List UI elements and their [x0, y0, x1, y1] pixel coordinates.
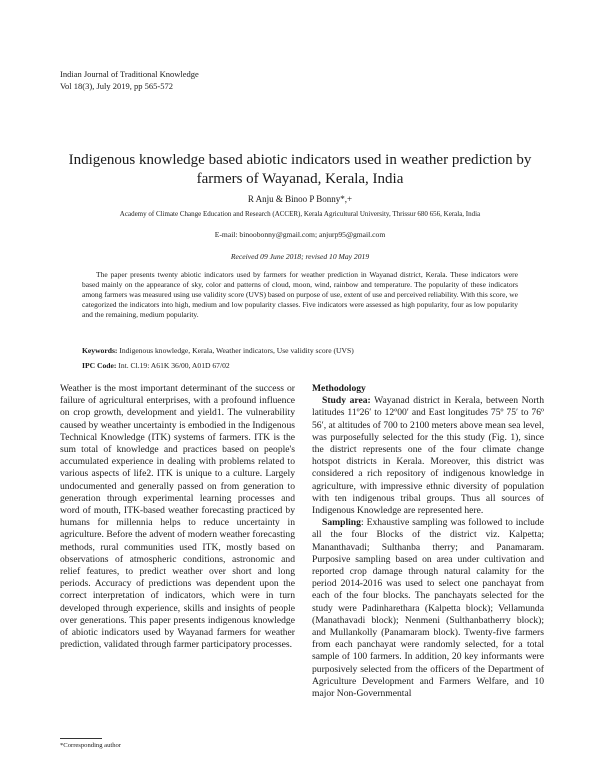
paper-authors: R Anju & Binoo P Bonny*,+: [247, 194, 353, 204]
abstract: The paper presents twenty abiotic indicators used by farmers for weather prediction in Wayanad district, Kerala. These indicators were based mainly on the appearance of sky, color and patterns of cloud, moon, wind, rainbow and temperature. The popularity of these indicators among farmers was measured using use validity score (UVS) based on purpose of use, extent of use and perceived reliability. With this score, we categorized the indicators into high, medium and low popularity classes. Five indicators were assessed as high popularity, four as low popularity and the remaining, medium popularity.: [82, 270, 518, 320]
author-affiliation: Academy of Climate Change Education and Research (ACCER), Kerala Agricultural University, Thrissur 680 656, Kerala, India: [119, 210, 481, 218]
study-area-paragraph: [312, 395, 544, 517]
footnote-rule: [60, 738, 102, 739]
received-dates: Received 09 June 2018; revised 10 May 2019: [230, 252, 370, 261]
ipc-code: [82, 361, 518, 370]
sampling-paragraph: [312, 517, 544, 700]
left-column: [60, 383, 295, 651]
keywords-label: Keywords:: [82, 346, 118, 355]
sampling-text: : Exhaustive sampling was followed to include all the four Blocks of the district viz. Kalpetta; Mananthavadi; Sulthanba therry; and Panamaram. Purposive sampling based on area under cultivation and reported crop damage through natural calamity for the period 2014-2016 was used to select one panchayat from each of the four blocks. The panchayats selected for the study were Padinharethara (Kalpetta block); Vellamunda (Manathavadi block); Nenmeni (Sulthanbatherry block); and Mullankolly (Panamaram block). Twenty-five farmers from each panchayat were randomly selected, for a total sample of 100 farmers. In addition, 20 key informants were purposively selected from the officers of the Department of Agriculture Development and Farmers Welfare, and 10 major Non-Governmental: [312, 517, 544, 700]
ipc-label: IPC Code:: [82, 361, 117, 370]
journal-header: [60, 68, 199, 92]
paper-title: Indigenous knowledge based abiotic indicators used in weather prediction by farmers of Wayanad, Kerala, India: [68, 152, 532, 187]
journal-name: Indian Journal of Traditional Knowledge: [60, 69, 199, 79]
author-emails: E-mail: binoobonny@gmail.com; anjurp95@gmail.com: [214, 230, 386, 239]
right-column: [312, 383, 544, 700]
keywords-text: Indigenous knowledge, Kerala, Weather indicators, Use validity score (UVS): [119, 346, 354, 355]
methodology-heading: Methodology: [312, 383, 366, 394]
ipc-text: Int. Cl.19: A61K 36/00, A01D 67/02: [118, 361, 230, 370]
journal-issue: Vol 18(3), July 2019, pp 565-572: [60, 81, 173, 91]
keywords: [82, 346, 518, 355]
footnote: *Corresponding author: [60, 742, 121, 749]
sampling-label: Sampling: [322, 517, 361, 529]
introduction-paragraph: Weather is the most important determinant of the success or failure of agricultural enterprises, with a profound influence on crop growth, development and yield1. The vulnerability caused by weather uncertainty is embodied in the Indigenous Technical Knowledge (ITK) systems of farmers. ITK is the sum total of knowledge and practices based on people's accumulated experience in dealing with problems related to various aspects of life2. ITK is unique to a culture. Largely undocumented and generally passed on from generation to generation through experimental learning processes and word of mouth, ITK-based weather forecasting practiced by humans for millennia helps to reduce uncertainty in agriculture. Before the advent of modern weather forecasting methods, rural communities used ITK, mostly based on observations of atmospheric conditions, astronomic and relief features, to predict weather over short and long periods. Accuracy of predictions was dependent upon the correct interpretation of indicators, which were in turn developed through experience, skills and insights of people over generations. This paper presents indigenous knowledge of abiotic indicators used by Wayanad farmers for weather prediction, validated through farmer participatory processes.: [60, 383, 295, 651]
study-area-label: Study area:: [322, 395, 371, 407]
study-area-text: Wayanad district in Kerala, between North latitudes 11º26′ to 12º00′ and East longitudes 75º 75′ to 76º 56′, at altitudes of 700 to 2100 meters above mean sea level, was purposefully selected for the this study (Fig. 1), since the district represents one of the four climate change hotspot districts in Kerala. Moreover, this district was considered a rich repository of indigenous knowledge in agriculture, with impressive ethnic diversity of population with ten indigenous tribal groups. Thus all sources of Indigenous Knowledge are represented here.: [312, 395, 544, 517]
